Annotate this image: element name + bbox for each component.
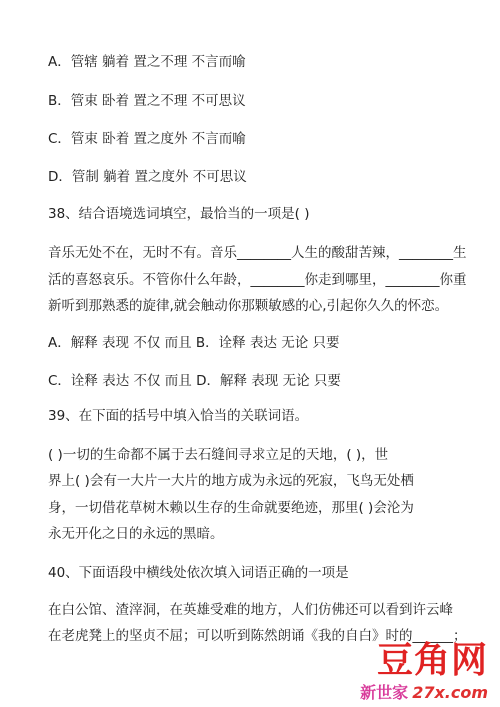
question-39-passage-line-2: 界上( )会有一大片一大片的地方成为永远的死寂，飞鸟无处栖 (48, 473, 414, 489)
option-d-37: D．管制 躺着 置之度外 不可思议 (48, 169, 247, 185)
question-39-passage-line-4: 永无开化之日的永远的黑暗。 (48, 526, 224, 542)
question-39-passage-line-1: ( )一切的生命都不属于去石缝间寻求立足的天地，( )，世 (48, 447, 389, 463)
question-38-options-ab: A．解释 表现 不仅 而且 B．诠释 表达 无论 只要 (48, 335, 340, 351)
question-39-title: 39、在下面的括号中填入恰当的关联词语。 (48, 408, 309, 424)
question-38-options-cd: C．诠释 表达 不仅 而且 D．解释 表现 无论 只要 (48, 373, 341, 389)
watermark-site: 27x.com (412, 683, 488, 702)
question-39-passage-line-3: 身，一切借花草树木赖以生存的生命就要绝迹，那里( )会沦为 (48, 500, 414, 516)
watermark-logo: 豆角网 (376, 640, 488, 681)
question-38-passage-line-3: 新听到那熟悉的旋律,就会触动你那颗敏感的心,引起你久久的怀恋。 (48, 298, 449, 314)
question-38-passage-line-1: 音乐无处不在，无时不有。音乐________人生的酸甜苦辣，________生 (48, 245, 467, 261)
question-40-passage-line-1: 在白公馆、渣滓洞，在英雄受难的地方，人们仿佛还可以看到许云峰 (48, 602, 453, 618)
question-40-title: 40、下面语段中横线处依次填入词语正确的一项是 (48, 565, 349, 581)
option-b-37: B．管束 卧着 置之不理 不可思议 (48, 93, 246, 109)
option-c-37: C．管束 卧着 置之度外 不言而喻 (48, 131, 246, 147)
question-40-passage-line-2: 在老虎凳上的坚贞不屈；可以听到陈然朗诵《我的自白》时的______； (48, 628, 467, 644)
watermark-sub-text: 新世家 (360, 683, 409, 702)
question-38-passage-line-2: 活的喜怒哀乐。不管你什么年龄，________你走到哪里，________你重 (48, 272, 467, 288)
watermark-subtitle (360, 683, 488, 703)
site-watermark (340, 641, 490, 703)
option-a-37: A．管辖 躺着 置之不理 不言而喻 (48, 54, 246, 70)
question-38-title: 38、结合语境选词填空，最恰当的一项是( ) (48, 206, 310, 222)
